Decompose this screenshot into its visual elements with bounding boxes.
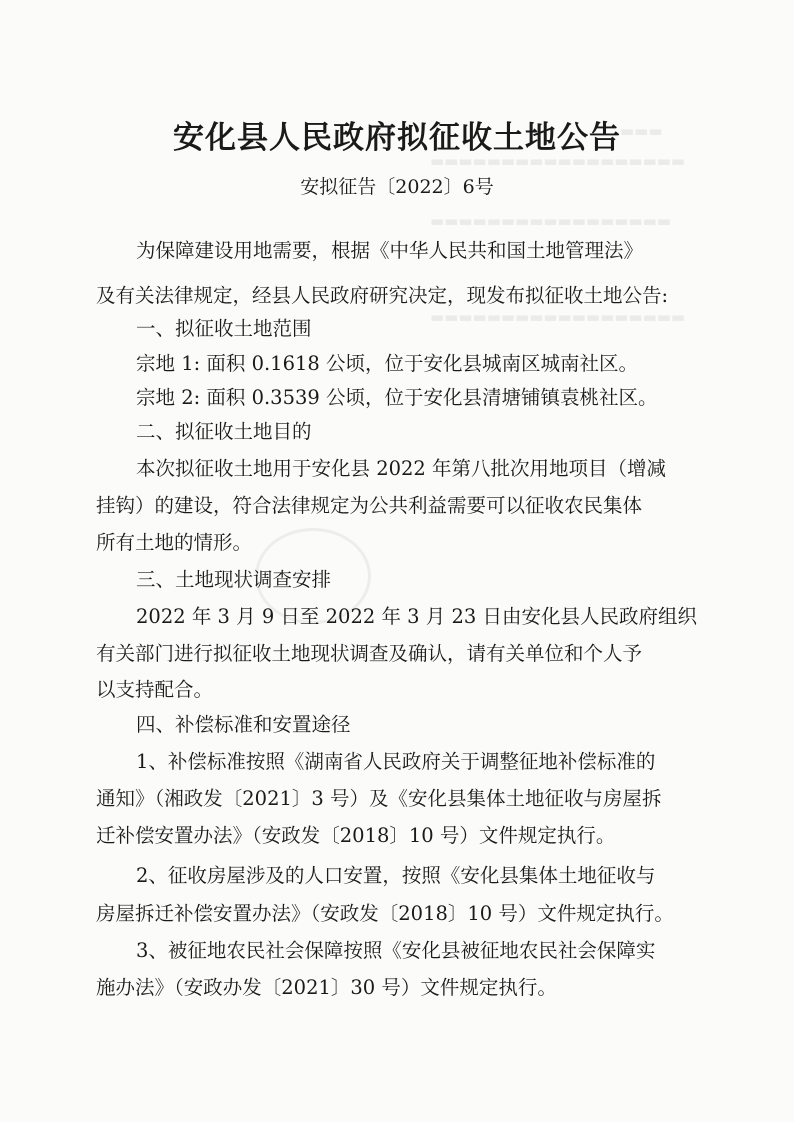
bleed-through-artifact: ▬▬▬▬▬▬▬▬▬▬▬▬▬▬▬▬▬ (430, 212, 671, 230)
compensation-line-3: 迁补偿安置办法》（安政发〔2018〕10 号）文件规定执行。 (96, 824, 616, 847)
purpose-line-1: 本次拟征收土地用于安化县 2022 年第八批次用地项目（增减 (136, 457, 667, 480)
parcel-1-line: 宗地 1: 面积 0.1618 公顷，位于安化县城南区城南社区。 (136, 352, 639, 375)
parcel-2-line: 宗地 2: 面积 0.3539 公顷，位于安化县清塘铺镇袁桃社区。 (136, 386, 658, 409)
survey-line-3: 以支持配合。 (96, 678, 214, 701)
compensation-line-2: 通知》（湘政发〔2021〕3 号）及《安化县集体土地征收与房屋拆 (96, 787, 662, 810)
compensation-line-6: 3、被征地农民社会保障按照《安化县被征地农民社会保障实 (136, 939, 656, 962)
section-heading-compensation: 四、补偿标准和安置途径 (136, 713, 351, 736)
preamble-line-1: 为保障建设用地需要，根据《中华人民共和国土地管理法》 (136, 239, 644, 262)
survey-line-1: 2022 年 3 月 9 日至 2022 年 3 月 23 日由安化县人民政府组织 (136, 605, 697, 628)
purpose-line-3: 所有土地的情形。 (96, 531, 253, 554)
bleed-through-artifact: ▬▬▬▬▬▬▬▬▬▬▬▬▬▬▬▬▬▬ (430, 308, 686, 326)
section-heading-purpose: 二、拟征收土地目的 (136, 420, 312, 443)
bleed-through-artifact: ▬▬▬▬▬▬▬▬▬▬▬▬▬▬▬▬▬▬ (430, 152, 686, 170)
bleed-through-artifact: ▬▬▬ (620, 122, 663, 140)
compensation-line-1: 1、补偿标准按照《湖南省人民政府关于调整征地补偿标准的 (136, 750, 656, 773)
compensation-line-5: 房屋拆迁补偿安置办法》（安政发〔2018〕10 号）文件规定执行。 (96, 902, 674, 925)
compensation-line-4: 2、征收房屋涉及的人口安置，按照《安化县集体土地征收与 (136, 864, 656, 887)
purpose-line-2: 挂钩）的建设，符合法律规定为公共利益需要可以征收农民集体 (96, 494, 643, 517)
compensation-line-7: 施办法》（安政办发〔2021〕30 号）文件规定执行。 (96, 976, 557, 999)
preamble-line-2: 及有关法律规定，经县人民政府研究决定，现发布拟征收土地公告: (96, 284, 669, 307)
page-title: 安化县人民政府拟征收土地公告 (173, 120, 621, 156)
document-number: 安拟征告〔2022〕6号 (300, 176, 494, 198)
section-heading-survey: 三、土地现状调查安排 (136, 568, 332, 591)
survey-line-2: 有关部门进行拟征收土地现状调查及确认，请有关单位和个人予 (96, 642, 643, 665)
section-heading-scope: 一、拟征收土地范围 (136, 317, 312, 340)
